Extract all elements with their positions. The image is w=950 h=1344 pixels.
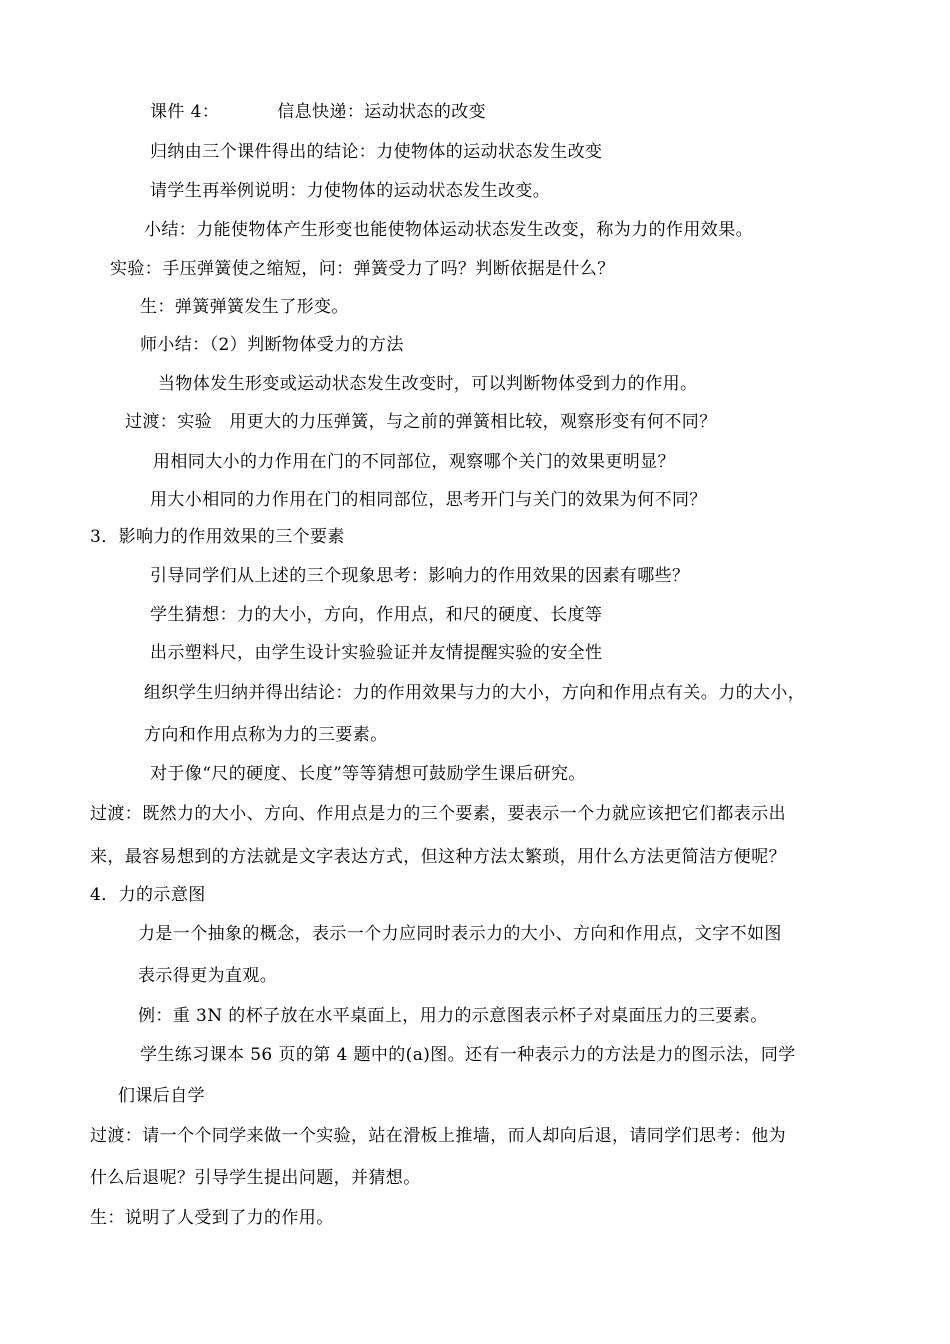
text-line: 引导同学们从上述的三个现象思考：影响力的作用效果的因素有哪些？ — [150, 566, 690, 586]
text-line: 当物体发生形变或运动状态发生改变时，可以判断物体受到力的作用。 — [158, 374, 698, 394]
text-line: 小结：力能使物体产生形变也能使物体运动状态发生改变，称为力的作用效果。 — [144, 220, 753, 240]
text-line: 学生猜想：力的大小，方向，作用点，和尺的硬度、长度等 — [150, 605, 603, 625]
text-line: 师小结：（2）判断物体受力的方法 — [140, 335, 404, 355]
text-line: 学生练习课本 56 页的第 4 题中的(a)图。还有一种表示力的方法是力的图示法，同学 — [140, 1045, 796, 1065]
courseware-label: 课件 4： — [150, 102, 220, 122]
section-heading: 4．力的示意图 — [90, 885, 206, 905]
text-line: 对于像“尺的硬度、长度”等等猜想可鼓励学生课后研究。 — [150, 764, 586, 784]
text-line: 用大小相同的力作用在门的相同部位，思考开门与关门的效果为何不同？ — [150, 490, 707, 510]
text-line: 实验：手压弹簧使之缩短，问：弹簧受力了吗？判断依据是什么？ — [110, 259, 615, 279]
text-line: 生：说明了人受到了力的作用。 — [90, 1208, 334, 1228]
text-line — [150, 100, 486, 124]
text-line: 过渡：请一个个同学来做一个实验，站在滑板上推墙，而人却向后退，请同学们思考：他为 — [90, 1126, 786, 1146]
text-line: 们课后自学 — [118, 1086, 205, 1106]
text-line: 方向和作用点称为力的三要素。 — [144, 725, 388, 745]
section-heading: 3．影响力的作用效果的三个要素 — [90, 527, 345, 547]
text-line: 例：重 3N 的杯子放在水平桌面上，用力的示意图表示杯子对桌面压力的三要素。 — [138, 1006, 768, 1026]
courseware-title: 信息快递：运动状态的改变 — [277, 102, 487, 122]
text-line: 出示塑料尺，由学生设计实验验证并友情提醒实验的安全性 — [150, 643, 603, 663]
text-line: 用相同大小的力作用在门的不同部位，观察哪个关门的效果更明显？ — [153, 452, 675, 472]
text-line: 表示得更为直观。 — [138, 966, 278, 986]
text-line: 归纳由三个课件得出的结论：力使物体的运动状态发生改变 — [150, 142, 603, 162]
text-line: 组织学生归纳并得出结论：力的作用效果与力的大小，方向和作用点有关。力的大小， — [144, 683, 806, 703]
text-line: 请学生再举例说明：力使物体的运动状态发生改变。 — [150, 181, 551, 201]
text-line: 过渡：既然力的大小、方向、作用点是力的三个要素，要表示一个力就应该把它们都表示出 — [90, 804, 786, 824]
text-line: 什么后退呢？引导学生提出问题，并猜想。 — [90, 1168, 421, 1188]
text-line: 来，最容易想到的方法就是文字表达方式，但这种方法太繁琐，用什么方法更简洁方便呢？ — [90, 847, 786, 867]
text-line: 生：弹簧弹簧发生了形变。 — [140, 297, 349, 317]
text-line: 力是一个抽象的概念，表示一个力应同时表示力的大小、方向和作用点，文字不如图 — [138, 924, 782, 944]
text-line: 过渡：实验 用更大的力压弹簧，与之前的弹簧相比较，观察形变有何不同？ — [125, 412, 717, 432]
